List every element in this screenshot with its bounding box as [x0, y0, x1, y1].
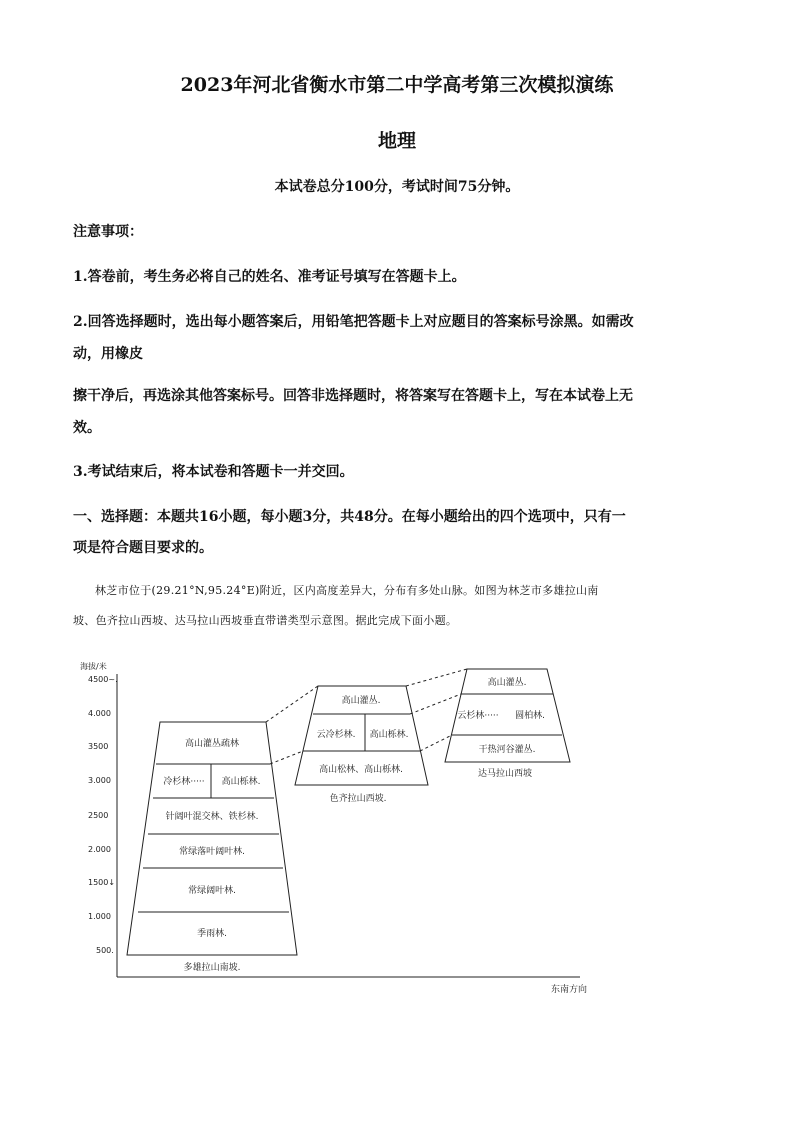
- y-tick-label: 3.000: [88, 776, 111, 785]
- exam-title: 2023年河北省衡水市第二中学高考第三次模拟演练: [180, 74, 614, 96]
- mountain2-name: 色齐拉山西坡.: [329, 794, 387, 804]
- mountain1-zone-label: 高山栎林.: [221, 777, 261, 787]
- mountain1-zone-label: 针阔叶混交林、铁杉林.: [165, 812, 259, 822]
- section1-line2: 项是符合题目要求的。: [73, 540, 213, 556]
- y-tick-label: 1.000: [88, 912, 111, 921]
- exam-note: 本试卷总分100分，考试时间75分钟。: [274, 179, 520, 195]
- y-axis-title: 海拔/米: [80, 662, 107, 671]
- instruction-item-2-line3: 擦干净后，再选涂其他答案标号。回答非选择题时，将答案写在答题卡上，写在本试卷上无: [73, 388, 633, 404]
- mountain1-name: 多雄拉山南坡.: [183, 963, 241, 973]
- y-tick-label: 2500: [88, 811, 109, 820]
- subject-title: 地理: [377, 130, 416, 152]
- mountain1-zone-label: 冷杉林·····: [163, 777, 205, 787]
- intro-line1: 林芝市位于(29.21°N,95.24°E)附近，区内高度差异大，分布有多处山脉。如图为林芝市多雄拉山南: [95, 584, 599, 597]
- instruction-item-1: 1.答卷前，考生务必将自己的姓名、准考证号填写在答题卡上。: [73, 269, 466, 285]
- mountain2-zone-label: 高山灌丛.: [341, 696, 381, 706]
- instruction-item-3: 3.考试结束后，将本试卷和答题卡一并交回。: [73, 464, 354, 480]
- y-tick-label: 4.000: [88, 709, 111, 718]
- mountain3-name: 达马拉山西坡: [477, 769, 533, 779]
- mountain2-zone-label: 云冷杉林.: [316, 730, 356, 740]
- mountain3-zone-label: 云杉林·····: [457, 711, 499, 721]
- mountain3-zone-label: 干热河谷灌丛.: [478, 745, 536, 755]
- mountain1-zone-label: 季雨林.: [197, 929, 227, 939]
- section1-line1: 一、选择题：本题共16小题，每小题3分，共48分。在每小题给出的四个选项中，只有一: [73, 509, 626, 525]
- mountain2-zone-label: 高山栎林.: [369, 730, 409, 740]
- mountain1-zone-label: 常绿阔叶林.: [188, 886, 236, 896]
- mountain2-zone-label: 高山松林、高山栎林.: [319, 765, 403, 775]
- instruction-item-2-line2: 动，用橡皮: [73, 346, 143, 362]
- instruction-item-2-line1: 2.回答选择题时，选出每小题答案后，用铅笔把答题卡上对应题目的答案标号涂黑。如需改: [73, 314, 634, 330]
- mountain3-zone-label: 圆柏林.: [515, 711, 545, 721]
- y-tick-label: 4500~.: [88, 675, 118, 684]
- y-tick-label: 3500: [88, 742, 109, 751]
- intro-line2: 坡、色齐拉山西坡、达马拉山西坡垂直带谱类型示意图。据此完成下面小题。: [73, 614, 458, 627]
- instruction-item-2-line4: 效。: [73, 420, 101, 436]
- mountain1-zone-label: 常绿落叶阔叶林.: [179, 847, 245, 857]
- y-tick-label: 2.000: [88, 845, 111, 854]
- mountain1-outline: [127, 722, 297, 955]
- mountain3-zone-label: 高山灌丛.: [487, 678, 527, 688]
- mountain1-zone-label: 高山灌丛疏林: [184, 739, 240, 749]
- instructions-heading: 注意事项：: [73, 224, 143, 240]
- y-tick-label: 500.: [96, 946, 114, 955]
- y-tick-label: 1500↓: [88, 878, 116, 887]
- x-axis-title: 东南方向: [551, 985, 588, 995]
